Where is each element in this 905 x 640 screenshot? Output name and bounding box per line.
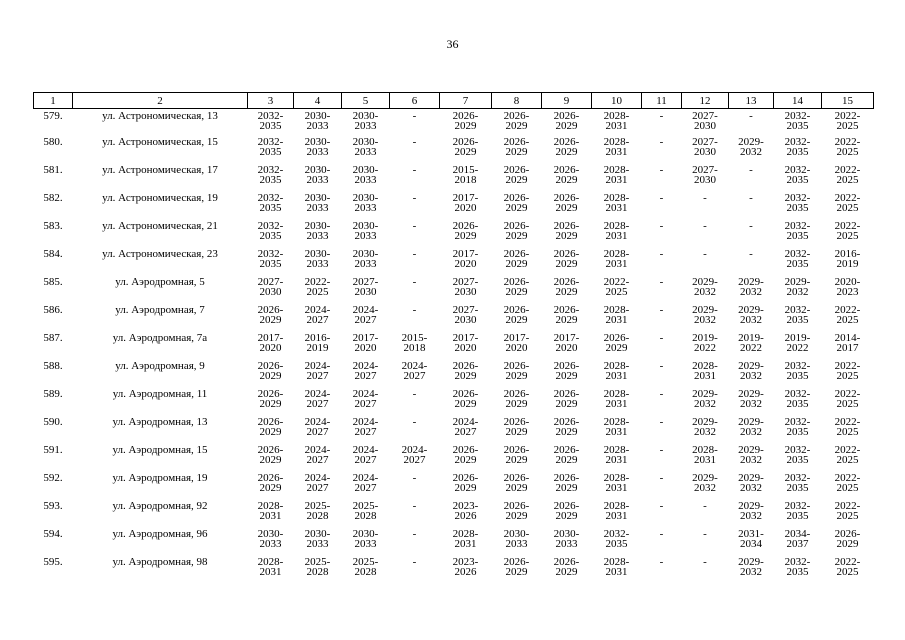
period-cell: 2030- 2033 <box>352 527 379 550</box>
table-row <box>34 249 874 277</box>
period-cell: 2029- 2032 <box>738 471 764 494</box>
row-number: 590. <box>43 415 63 428</box>
row-number: 595. <box>43 555 63 568</box>
period-cell: - <box>703 219 707 232</box>
table-row <box>34 501 874 529</box>
period-cell: 2017- 2020 <box>553 331 580 354</box>
row-number: 587. <box>43 331 63 344</box>
period-cell: - <box>412 387 417 400</box>
period-cell: - <box>703 527 707 540</box>
period-cell: - <box>659 387 664 400</box>
period-cell: 2026- 2029 <box>503 555 530 578</box>
column-header: 6 <box>390 93 440 109</box>
row-number: 583. <box>43 219 63 232</box>
period-cell: 2028- 2031 <box>603 303 630 326</box>
page-number: 36 <box>446 37 459 51</box>
period-cell: 2027- 2030 <box>352 275 379 298</box>
row-number: 584. <box>43 247 63 260</box>
period-cell: - <box>412 191 417 204</box>
period-cell: 2026- 2029 <box>452 387 479 410</box>
period-cell: 2030- 2033 <box>304 191 331 214</box>
row-number: 581. <box>43 163 63 176</box>
column-header: 11 <box>642 93 682 109</box>
address-cell: ул. Астрономическая, 23 <box>102 247 218 260</box>
period-cell: 2026- 2029 <box>603 331 630 354</box>
period-cell: 2030- 2033 <box>304 110 331 132</box>
period-cell: 2029- 2032 <box>692 387 718 410</box>
period-cell: 2026- 2029 <box>503 303 530 326</box>
period-cell: 2032- 2035 <box>784 219 811 242</box>
address-cell: ул. Аэродромная, 5 <box>115 275 205 288</box>
period-cell: 2022- 2025 <box>834 415 861 438</box>
row-number: 585. <box>43 275 63 288</box>
period-cell: 2024- 2027 <box>401 443 428 466</box>
period-cell: 2032- 2035 <box>784 499 811 522</box>
period-cell: 2024- 2027 <box>304 415 331 438</box>
period-cell: 2025- 2028 <box>352 555 379 578</box>
period-cell: - <box>703 499 707 512</box>
column-header: 7 <box>440 93 492 109</box>
period-cell: 2028- 2031 <box>603 499 630 522</box>
period-cell: 2030- 2033 <box>304 247 331 270</box>
period-cell: 2017- 2020 <box>452 191 479 214</box>
period-cell: 2026- 2029 <box>503 471 530 494</box>
table-row <box>34 165 874 193</box>
row-number: 588. <box>43 359 63 372</box>
period-cell: - <box>412 110 417 122</box>
period-cell: 2026- 2029 <box>503 135 530 158</box>
period-cell: 2023- 2026 <box>452 555 479 578</box>
period-cell: 2026- 2029 <box>503 275 530 298</box>
address-cell: ул. Аэродромная, 15 <box>112 443 208 456</box>
period-cell: - <box>659 191 664 204</box>
period-cell: 2024- 2027 <box>352 415 379 438</box>
period-cell: 2032- 2035 <box>257 163 284 186</box>
column-header: 3 <box>248 93 294 109</box>
period-cell: - <box>749 219 753 232</box>
period-cell: 2026- 2029 <box>452 359 479 382</box>
period-cell: 2029- 2032 <box>738 415 764 438</box>
period-cell: 2029- 2032 <box>784 275 811 298</box>
address-cell: ул. Астрономическая, 19 <box>102 191 218 204</box>
period-cell: - <box>412 135 417 148</box>
period-cell: 2024- 2027 <box>352 303 379 326</box>
period-cell: 2024- 2027 <box>352 443 379 466</box>
period-cell: 2030- 2033 <box>304 163 331 186</box>
period-cell: 2028- 2031 <box>257 499 284 522</box>
row-number: 594. <box>43 527 63 540</box>
address-cell: ул. Аэродромная, 19 <box>112 471 208 484</box>
period-cell: 2029- 2032 <box>692 471 718 494</box>
period-cell: 2022- 2025 <box>834 499 861 522</box>
period-cell: 2026- 2029 <box>553 443 580 466</box>
period-cell: - <box>412 303 417 316</box>
period-cell: 2026- 2029 <box>503 191 530 214</box>
table-row <box>34 445 874 473</box>
period-cell: - <box>703 247 707 260</box>
column-header: 12 <box>682 93 729 109</box>
period-cell: - <box>659 331 664 344</box>
period-cell: 2026- 2029 <box>503 247 530 270</box>
period-cell: - <box>749 247 753 260</box>
period-cell: 2028- 2031 <box>603 247 630 270</box>
period-cell: 2026- 2029 <box>553 499 580 522</box>
period-cell: 2027- 2030 <box>452 275 479 298</box>
period-cell: 2022- 2025 <box>834 219 861 242</box>
period-cell: 2026- 2029 <box>452 219 479 242</box>
period-cell: 2024- 2027 <box>304 443 331 466</box>
period-cell: 2032- 2035 <box>784 163 811 186</box>
period-cell: 2026- 2029 <box>553 191 580 214</box>
period-cell: 2026- 2029 <box>452 110 479 132</box>
period-cell: 2027- 2030 <box>692 135 718 158</box>
period-cell: - <box>412 415 417 428</box>
period-cell: 2026- 2029 <box>553 247 580 270</box>
column-header: 2 <box>73 93 248 109</box>
period-cell: 2026- 2029 <box>503 110 530 132</box>
period-cell: 2024- 2027 <box>304 387 331 410</box>
period-cell: 2030- 2033 <box>352 219 379 242</box>
period-cell: 2019- 2022 <box>738 331 764 354</box>
address-cell: ул. Аэродромная, 13 <box>112 415 208 428</box>
period-cell: 2015- 2018 <box>401 331 428 354</box>
period-cell: - <box>659 359 664 372</box>
period-cell: 2022- 2025 <box>834 135 861 158</box>
period-cell: 2016- 2019 <box>834 247 861 270</box>
period-cell: 2023- 2026 <box>452 499 479 522</box>
period-cell: 2028- 2031 <box>603 555 630 578</box>
period-cell: 2029- 2032 <box>738 499 764 522</box>
row-number: 593. <box>43 499 63 512</box>
address-cell: ул. Аэродромная, 7 <box>115 303 205 316</box>
period-cell: 2019- 2022 <box>692 331 718 354</box>
period-cell: 2024- 2027 <box>304 471 331 494</box>
period-cell: 2026- 2029 <box>553 471 580 494</box>
period-cell: 2030- 2033 <box>352 163 379 186</box>
repair-schedule-table <box>33 92 874 585</box>
period-cell: 2026- 2029 <box>553 135 580 158</box>
column-header: 5 <box>342 93 390 109</box>
address-cell: ул. Астрономическая, 13 <box>102 110 218 122</box>
period-cell: 2026- 2029 <box>503 219 530 242</box>
period-cell: 2032- 2035 <box>257 219 284 242</box>
period-cell: - <box>659 415 664 428</box>
period-cell: - <box>659 110 664 122</box>
period-cell: 2026- 2029 <box>257 415 284 438</box>
address-cell: ул. Астрономическая, 15 <box>102 135 218 148</box>
period-cell: 2030- 2033 <box>304 135 331 158</box>
period-cell: 2026- 2029 <box>553 219 580 242</box>
period-cell: 2030- 2033 <box>553 527 580 550</box>
period-cell: 2028- 2031 <box>603 415 630 438</box>
period-cell: 2032- 2035 <box>784 415 811 438</box>
period-cell: 2022- 2025 <box>834 163 861 186</box>
period-cell: 2032- 2035 <box>784 471 811 494</box>
row-number: 592. <box>43 471 63 484</box>
period-cell: 2028- 2031 <box>257 555 284 578</box>
period-cell: 2028- 2031 <box>603 219 630 242</box>
period-cell: - <box>659 443 664 456</box>
period-cell: - <box>412 499 417 512</box>
row-number: 591. <box>43 443 63 456</box>
period-cell: 2029- 2032 <box>738 443 764 466</box>
period-cell: 2022- 2025 <box>834 191 861 214</box>
address-cell: ул. Аэродромная, 92 <box>112 499 208 512</box>
period-cell: - <box>659 275 664 288</box>
column-header: 13 <box>729 93 774 109</box>
period-cell: 2019- 2022 <box>784 331 811 354</box>
period-cell: 2026- 2029 <box>553 387 580 410</box>
period-cell: 2030- 2033 <box>304 219 331 242</box>
period-cell: - <box>412 163 417 176</box>
period-cell: 2026- 2029 <box>257 303 284 326</box>
period-cell: 2028- 2031 <box>603 443 630 466</box>
table-row <box>34 557 874 585</box>
period-cell: 2030- 2033 <box>257 527 284 550</box>
period-cell: - <box>412 219 417 232</box>
table-row <box>34 109 874 137</box>
period-cell: 2027- 2030 <box>692 163 718 186</box>
period-cell: 2027- 2030 <box>692 110 718 132</box>
period-cell: 2024- 2027 <box>304 359 331 382</box>
row-number: 589. <box>43 387 63 400</box>
period-cell: - <box>412 527 417 540</box>
row-number: 582. <box>43 191 63 204</box>
table-row <box>34 305 874 333</box>
period-cell: 2022- 2025 <box>834 359 861 382</box>
period-cell: 2025- 2028 <box>352 499 379 522</box>
period-cell: 2028- 2031 <box>452 527 479 550</box>
period-cell: 2025- 2028 <box>304 499 331 522</box>
period-cell: 2032- 2035 <box>784 110 811 132</box>
period-cell: 2017- 2020 <box>257 331 284 354</box>
period-cell: 2026- 2029 <box>503 443 530 466</box>
table-row <box>34 361 874 389</box>
period-cell: 2029- 2032 <box>692 415 718 438</box>
row-number: 586. <box>43 303 63 316</box>
period-cell: 2032- 2035 <box>257 191 284 214</box>
period-cell: 2032- 2035 <box>784 303 811 326</box>
period-cell: 2026- 2029 <box>257 443 284 466</box>
period-cell: 2020- 2023 <box>834 275 861 298</box>
period-cell: 2029- 2032 <box>738 555 764 578</box>
period-cell: 2032- 2035 <box>784 443 811 466</box>
period-cell: 2030- 2033 <box>352 191 379 214</box>
period-cell: 2032- 2035 <box>257 247 284 270</box>
period-cell: 2029- 2032 <box>738 135 764 158</box>
period-cell: 2022- 2025 <box>304 275 331 298</box>
period-cell: 2026- 2029 <box>503 387 530 410</box>
period-cell: 2028- 2031 <box>603 359 630 382</box>
period-cell: 2032- 2035 <box>784 191 811 214</box>
period-cell: 2028- 2031 <box>692 359 718 382</box>
period-cell: 2026- 2029 <box>553 303 580 326</box>
period-cell: 2030- 2033 <box>503 527 530 550</box>
period-cell: 2028- 2031 <box>603 163 630 186</box>
period-cell: 2022- 2025 <box>834 443 861 466</box>
period-cell: 2029- 2032 <box>692 275 718 298</box>
period-cell: 2032- 2035 <box>784 359 811 382</box>
period-cell: - <box>659 163 664 176</box>
period-cell: 2026- 2029 <box>553 555 580 578</box>
period-cell: 2032- 2035 <box>784 247 811 270</box>
period-cell: 2025- 2028 <box>304 555 331 578</box>
table-row <box>34 193 874 221</box>
period-cell: 2034- 2037 <box>784 527 811 550</box>
period-cell: 2028- 2031 <box>603 191 630 214</box>
table-row <box>34 529 874 557</box>
period-cell: 2029- 2032 <box>738 359 764 382</box>
table-row <box>34 473 874 501</box>
period-cell: 2026- 2029 <box>834 527 861 550</box>
period-cell: 2026- 2029 <box>503 415 530 438</box>
period-cell: 2026- 2029 <box>553 163 580 186</box>
period-cell: 2031- 2034 <box>738 527 764 550</box>
period-cell: 2028- 2031 <box>603 387 630 410</box>
column-header: 4 <box>294 93 342 109</box>
period-cell: - <box>703 191 707 204</box>
column-header: 10 <box>592 93 642 109</box>
table-row <box>34 221 874 249</box>
period-cell: 2032- 2035 <box>784 135 811 158</box>
period-cell: 2026- 2029 <box>553 110 580 132</box>
address-cell: ул. Астрономическая, 21 <box>102 219 218 232</box>
period-cell: 2026- 2029 <box>257 387 284 410</box>
period-cell: - <box>703 555 707 568</box>
period-cell: 2026- 2029 <box>452 471 479 494</box>
period-cell: 2026- 2029 <box>503 359 530 382</box>
column-header: 1 <box>34 93 73 109</box>
period-cell: 2024- 2027 <box>352 471 379 494</box>
period-cell: 2029- 2032 <box>738 387 764 410</box>
header-row <box>34 93 874 109</box>
period-cell: 2028- 2031 <box>692 443 718 466</box>
period-cell: 2017- 2020 <box>352 331 379 354</box>
period-cell: 2027- 2030 <box>257 275 284 298</box>
period-cell: - <box>659 471 664 484</box>
period-cell: 2026- 2029 <box>503 163 530 186</box>
period-cell: 2026- 2029 <box>553 415 580 438</box>
period-cell: 2026- 2029 <box>257 359 284 382</box>
period-cell: - <box>749 191 753 204</box>
period-cell: 2022- 2025 <box>603 275 630 298</box>
period-cell: 2028- 2031 <box>603 135 630 158</box>
period-cell: 2027- 2030 <box>452 303 479 326</box>
period-cell: 2032- 2035 <box>603 527 630 550</box>
period-cell: 2032- 2035 <box>784 555 811 578</box>
period-cell: - <box>659 555 664 568</box>
period-cell: - <box>659 303 664 316</box>
period-cell: 2022- 2025 <box>834 303 861 326</box>
period-cell: 2028- 2031 <box>603 471 630 494</box>
period-cell: 2029- 2032 <box>738 275 764 298</box>
address-cell: ул. Астрономическая, 17 <box>102 163 218 176</box>
period-cell: - <box>412 471 417 484</box>
column-header: 9 <box>542 93 592 109</box>
period-cell: 2024- 2027 <box>352 387 379 410</box>
period-cell: - <box>659 499 664 512</box>
period-cell: 2029- 2032 <box>692 303 718 326</box>
period-cell: 2024- 2027 <box>352 359 379 382</box>
period-cell: 2026- 2029 <box>452 135 479 158</box>
period-cell: 2016- 2019 <box>304 331 331 354</box>
period-cell: 2026- 2029 <box>257 471 284 494</box>
period-cell: 2015- 2018 <box>452 163 479 186</box>
period-cell: 2014- 2017 <box>834 331 861 354</box>
column-header: 14 <box>774 93 822 109</box>
period-cell: 2032- 2035 <box>257 135 284 158</box>
address-cell: ул. Аэродромная, 11 <box>112 387 208 400</box>
address-cell: ул. Аэродромная, 98 <box>112 555 208 568</box>
row-number: 579. <box>43 110 63 122</box>
column-header: 8 <box>492 93 542 109</box>
period-cell: 2022- 2025 <box>834 555 861 578</box>
period-cell: 2026- 2029 <box>553 359 580 382</box>
period-cell: 2032- 2035 <box>257 110 284 132</box>
period-cell: - <box>412 247 417 260</box>
period-cell: 2017- 2020 <box>452 247 479 270</box>
address-cell: ул. Аэродромная, 9 <box>115 359 205 372</box>
period-cell: - <box>659 527 664 540</box>
table-row <box>34 417 874 445</box>
period-cell: - <box>659 219 664 232</box>
period-cell: 2030- 2033 <box>352 247 379 270</box>
period-cell: 2024- 2027 <box>452 415 479 438</box>
table-row <box>34 333 874 361</box>
period-cell: 2026- 2029 <box>503 499 530 522</box>
period-cell: 2017- 2020 <box>452 331 479 354</box>
period-cell: 2029- 2032 <box>738 303 764 326</box>
period-cell: - <box>749 110 753 122</box>
period-cell: 2024- 2027 <box>401 359 428 382</box>
period-cell: - <box>749 163 753 176</box>
period-cell: - <box>412 555 417 568</box>
period-cell: 2022- 2025 <box>834 110 861 132</box>
period-cell: - <box>659 135 664 148</box>
period-cell: 2017- 2020 <box>503 331 530 354</box>
address-cell: ул. Аэродромная, 96 <box>112 527 208 540</box>
table-row <box>34 137 874 165</box>
table-row <box>34 277 874 305</box>
address-cell: ул. Аэродромная, 7а <box>112 331 208 344</box>
column-header: 15 <box>822 93 874 109</box>
period-cell: 2030- 2033 <box>304 527 331 550</box>
period-cell: 2028- 2031 <box>603 110 630 132</box>
period-cell: - <box>659 247 664 260</box>
period-cell: 2026- 2029 <box>553 275 580 298</box>
period-cell: 2022- 2025 <box>834 471 861 494</box>
period-cell: - <box>412 275 417 288</box>
table-body <box>34 109 874 585</box>
period-cell: 2030- 2033 <box>352 135 379 158</box>
row-number: 580. <box>43 135 63 148</box>
period-cell: 2026- 2029 <box>452 443 479 466</box>
period-cell: 2030- 2033 <box>352 110 379 132</box>
period-cell: 2022- 2025 <box>834 387 861 410</box>
period-cell: 2032- 2035 <box>784 387 811 410</box>
table-row <box>34 389 874 417</box>
period-cell: 2024- 2027 <box>304 303 331 326</box>
